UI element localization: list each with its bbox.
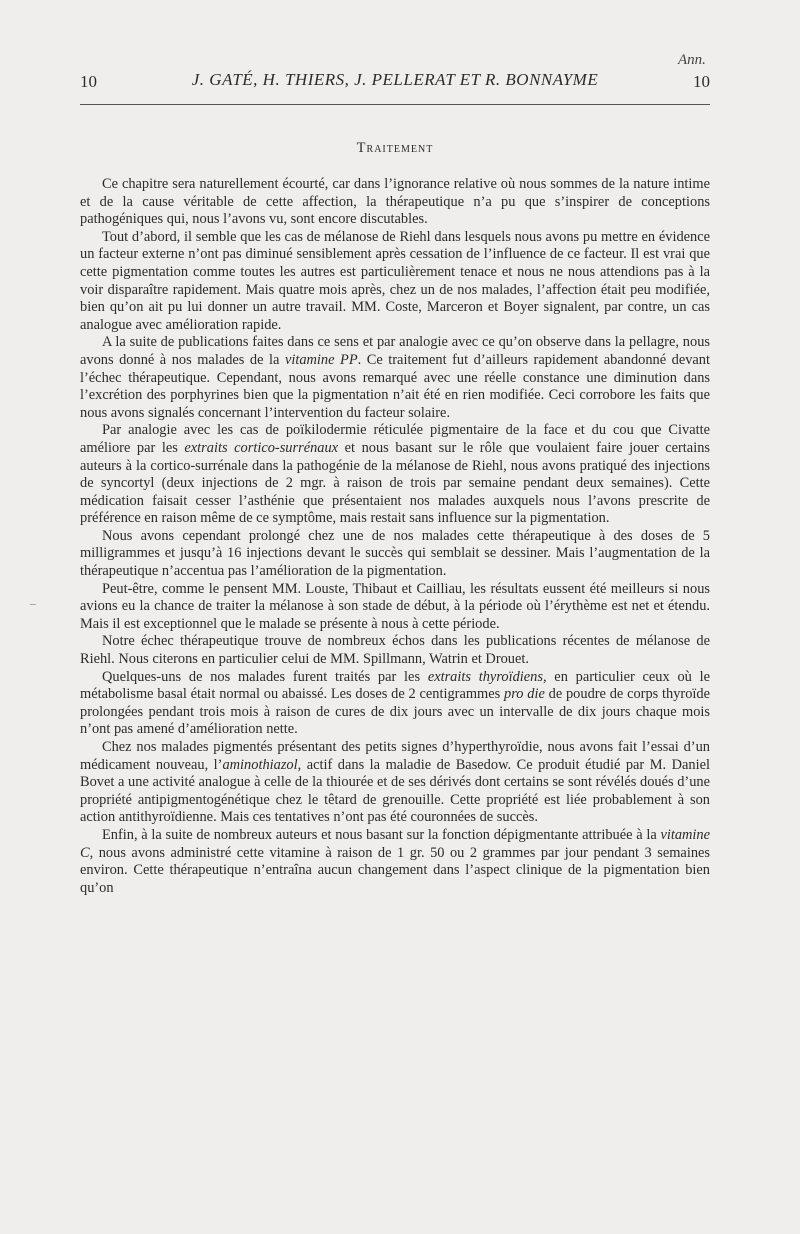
page-number-left: 10 — [80, 72, 97, 91]
italic-term: vitamine PP — [284, 351, 358, 368]
italic-term: extraits cortico-surrénaux — [184, 439, 339, 456]
paragraph — [80, 229, 710, 335]
margin-mark: – — [30, 596, 36, 610]
paragraph — [80, 739, 710, 827]
text-run: . Ce traitement fut d’ailleurs rapidement abandonné devant l’échec thérapeutique. Cependant, nous avons remarqué avec une réelle constance une diminution dans l’excrétion des porphyrines bien que la pigmentation n’ait été en rien modifiée. Ceci corrobore les faits que nous avons signalés concernant l’intervention du facteur solaire. — [80, 351, 711, 421]
text-run: Quelques-uns de nos malades furent traités par les — [102, 668, 428, 685]
margin-note: Ann. — [678, 52, 706, 68]
body-text — [80, 176, 710, 897]
paragraph — [80, 334, 710, 422]
text-run: , en particulier ceux où le métabolisme basal était normal ou abaissé. Les doses de 2 centigrammes — [80, 668, 710, 703]
italic-term: extraits thyroïdiens — [427, 668, 543, 685]
section-title: Traitement — [356, 140, 434, 156]
text-run: , nous avons administré cette vitamine à raison de 1 gr. 50 ou 2 grammes par jour pendant 3 semaines environ. Cette thérapeutique n’entraîna aucun changement dans l’aspect clinique de la pigmentation bien qu’on — [80, 844, 710, 896]
italic-term: pro die — [504, 686, 545, 703]
paragraph — [80, 669, 710, 739]
paragraph — [80, 827, 710, 897]
text-run: , actif dans la maladie de Basedow. Ce produit étudié par M. Daniel Bovet a une activité analogue à celle de la thiourée et de ses dérivés dont certains se sont révélés doués d’une propriété antipigmentogénétique chez le têtard de grenouille. Cette propriété est liée probablement à son action antithyroïdienne. Mais ces tentatives n’ont pas été couronnées de succès. — [80, 756, 710, 826]
page-number-right: 10 — [693, 72, 710, 91]
italic-term: aminothiazol — [222, 756, 298, 773]
page-header — [80, 70, 710, 94]
text-run: Enfin, à la suite de nombreux auteurs et nous basant sur la fonction dépigmentante attribuée à la — [102, 826, 661, 843]
paragraph — [80, 528, 710, 581]
text-run: Nous avons cependant prolongé chez une de nos malades cette thérapeutique à des doses de 5 milligrammes et jusqu’à 16 injections devant le succès qui semblait se dessiner. Mais l’augmentation de la thérapeutique n’accentua pas l’amélioration de la pigmentation. — [80, 527, 710, 580]
italic-term: vitamine C — [80, 826, 710, 861]
paragraph — [80, 581, 710, 634]
text-run: et nous basant sur le rôle que voulaient faire jouer certains auteurs à la cortico-surrénale dans la pathogénie de la mélanose de Riehl, nous avons pratiqué des injections de syncortyl (deux injections de 2 mgr. à raison de trois par semaine pendant deux semaines). Cette médication faisait cesser l’asthénie que présentaient nos malades auxquels nous l’avons prescrite de préférence en raison même de ce symptôme, mais restait sans influence sur la pigmentation. — [80, 439, 710, 527]
paragraph — [80, 633, 710, 668]
paragraph — [80, 176, 710, 229]
text-run: Peut-être, comme le pensent MM. Louste, Thibaut et Cailliau, les résultats eussent été meilleurs si nous avions eu la chance de traiter la mélanose à son stade de début, à la période où l’érythème est net et étendu. Mais il est exceptionnel que le malade se présente à nous à cette période. — [80, 580, 710, 632]
paragraph — [80, 422, 710, 528]
text-run: Tout d’abord, il semble que les cas de mélanose de Riehl dans lesquels nous avons pu mettre en évidence un facteur externe n’ont pas diminué sensiblement après cessation de l’influence de ce facteur. Il est vrai que cette pigmentation comme toutes les autres est particulièrement tenace et nous ne nous attendions pas à la voir disparaître rapidement. Mais quatre mois après, chez un de nos malades, l’affection était peu modifiée, bien qu’on ait pu lui donner un autre travail. MM. Coste, Marceron et Boyer signalent, par contre, un cas analogue avec amélioration rapide. — [80, 228, 710, 333]
text-run: Notre échec thérapeutique trouve de nombreux échos dans les publications récentes de mélanose de Riehl. Nous citerons en particulier celui de MM. Spillmann, Watrin et Drouet. — [80, 633, 710, 668]
running-head: J. GATÉ, H. THIERS, J. PELLERAT ET R. BONNAYME — [191, 70, 599, 89]
text-run: Chez nos malades pigmentés présentant des petits signes d’hyperthyroïdie, nous avons fait l’essai d’un médicament nouveau, l’ — [80, 739, 710, 773]
text-run: Ce chapitre sera naturellement écourté, car dans l’ignorance relative où nous sommes de la nature intime et de la cause véritable de cette affection, la thérapeutique n’a pu que s’inspirer de conceptions pathogéniques qui, nous l’avons vu, sont encore discutables. — [80, 176, 710, 228]
text-run: de poudre de corps thyroïde prolongées pendant trois mois à raison de cures de dix jours avec un intervalle de dix jours chaque mois n’ont pas amené d’amélioration nette. — [80, 686, 710, 738]
header-rule — [80, 104, 710, 105]
text-run: Par analogie avec les cas de poïkilodermie réticulée pigmentaire de la face et du cou que Civatte améliore par les — [80, 422, 710, 456]
text-run: A la suite de publications faites dans ce sens et par analogie avec ce qu’on observe dans la pellagre, nous avons donné à nos malades de la — [80, 334, 710, 368]
